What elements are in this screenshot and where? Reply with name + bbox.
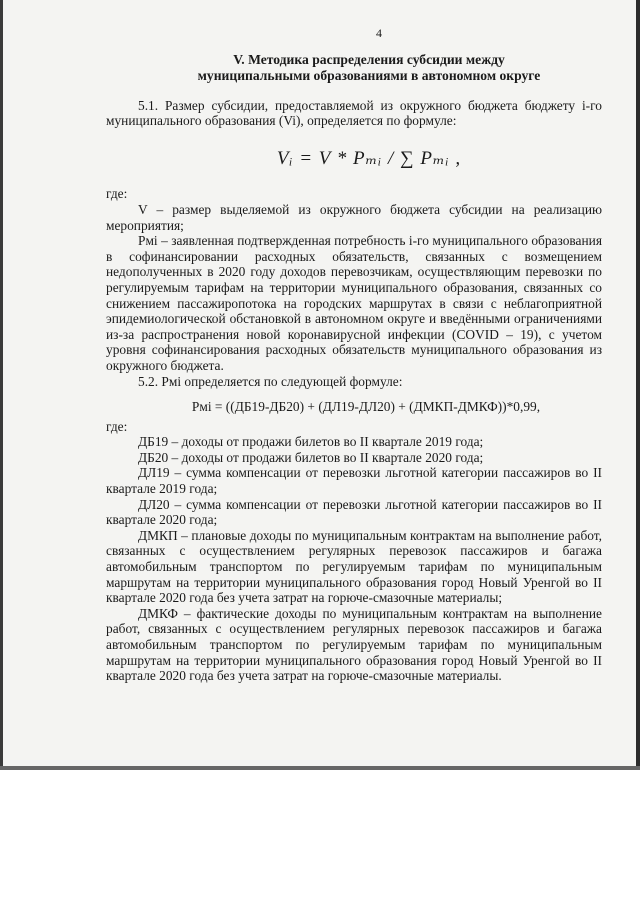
definition-v: V – размер выделяемой из окружного бюджета субсидии на реализацию мероприятия; bbox=[106, 201, 602, 233]
section-title-line-2: муниципальными образованиями в автономном округе bbox=[197, 67, 541, 83]
definition-db20: ДБ20 – доходы от продажи билетов во II квартале 2020 года; bbox=[138, 449, 484, 465]
definition-dl20: ДЛ20 – сумма компенсации от перевозки льготной категории пассажиров во II квартале 2020 года; bbox=[106, 496, 602, 528]
definition-dmkp: ДМКП – плановые доходы по муниципальным контрактам на выполнение работ, связанных с осуществлением регулярных перевозок пассажиров и багажа автомобильным транспортом по регулируемым тарифам по муниципальным маршрутам на территории муниципального образования город Новый Уренгой во II квартале 2020 года без учета затрат на горюче-смазочные материалы; bbox=[106, 527, 602, 606]
scan-edge-bottom bbox=[0, 766, 640, 770]
scan-edge-right bbox=[636, 0, 640, 770]
scan-edge-left bbox=[0, 0, 3, 770]
section-title bbox=[136, 52, 602, 84]
definition-dmkf: ДМКФ – фактические доходы по муниципальным контрактам на выполнение работ, связанных с осуществлением регулярных перевозок пассажиров и багажа автомобильным транспортом по регулируемым тарифам по муниципальным маршрутам на территории муниципального образования город Новый Уренгой во II квартале 2020 года без учета затрат на горюче-смазочные материалы. bbox=[106, 605, 602, 684]
definition-db19: ДБ19 – доходы от продажи билетов во II квартале 2019 года; bbox=[138, 434, 484, 450]
where-label-1: где: bbox=[106, 186, 128, 202]
definition-pmi: Pмi – заявленная подтвержденная потребность i-го муниципального образования в софинансировании расходных обязательств, связанных с возмещением недополученных в 2020 году доходов перевозчикам, осуществляющим перевозки по регулируемым тарифам на территории муниципального образования, связанных со снижением пассажиропотока на городских маршрутах в связи с неблагоприятной эпидемиологической обстановкой в автономном округе и введёнными ограничениями из-за распространения новой коронавирусной инфекции (COVID – 19), с учетом уровня софинансирования расходных обязательств муниципального образования из окружного бюджета. bbox=[106, 233, 602, 373]
document-body bbox=[106, 26, 602, 684]
paragraph-5-2: 5.2. Pмi определяется по следующей формуле: bbox=[138, 373, 403, 389]
formula-subsidy: Vᵢ = V * Pₘᵢ / ∑ Pₘᵢ , bbox=[276, 147, 462, 169]
section-title-line-1: V. Методика распределения субсидии между bbox=[233, 51, 505, 67]
page-number: 4 bbox=[376, 26, 382, 40]
formula-pmi: Pмi = ((ДБ19-ДБ20) + (ДЛ19-ДЛ20) + (ДМКП-ДМКФ))*0,99, bbox=[191, 399, 541, 415]
where-label-2: где: bbox=[106, 418, 128, 434]
paragraph-5-1: 5.1. Размер субсидии, предоставляемой из окружного бюджета бюджету i-го муниципального образования (Vi), определяется по формуле: bbox=[106, 97, 602, 129]
definition-dl19: ДЛ19 – сумма компенсации от перевозки льготной категории пассажиров во II квартале 2019 года; bbox=[106, 465, 602, 497]
